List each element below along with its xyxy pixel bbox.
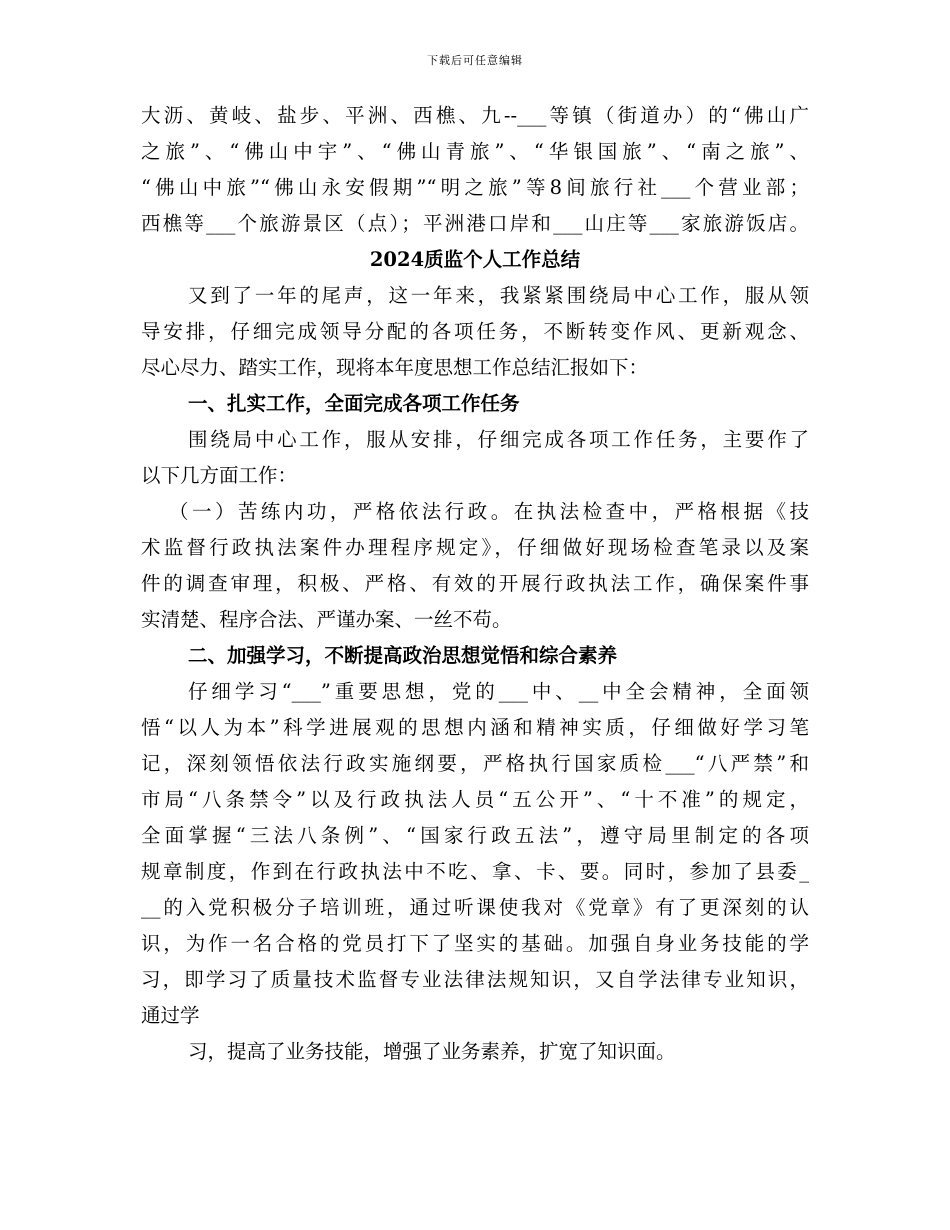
text-line: 市局“八条禁令”以及行政执法人员“五公开”、“十不准”的规定， xyxy=(141,788,809,811)
text-line: “佛山中旅”“佛山永安假期”“明之旅”等8间旅行社___个营业部； xyxy=(141,176,809,199)
text-line: 尽心尽力、踏实工作，现将本年度思想工作总结汇报如下： xyxy=(141,356,649,379)
text-line: 以下几方面工作： xyxy=(141,464,298,487)
text-line: 件的调查审理，积极、严格、有效的开展行政执法工作，确保案件事 xyxy=(141,572,809,595)
text-line: 通过学 xyxy=(141,1004,200,1027)
text-line: 规章制度，作到在行政执法中不吃、拿、卡、要。同时，参加了县委_ xyxy=(141,860,809,883)
text-line: 导安排，仔细完成领导分配的各项任务，不断转变作风、更新观念、 xyxy=(141,320,809,343)
text-line: __的入党积极分子培训班，通过听课使我对《党章》有了更深刻的认 xyxy=(141,896,809,919)
page-header: 下载后可任意编辑 xyxy=(427,54,523,67)
text-line: 之旅”、“佛山中宇”、“佛山青旅”、“华银国旅”、“南之旅”、 xyxy=(141,140,809,163)
text-line: 习，即学习了质量技术监督专业法律法规知识，又自学法律专业知识， xyxy=(141,968,809,991)
text-line: （一）苦练内功，严格依法行政。在执法检查中，严格根据《技 xyxy=(169,500,809,523)
section-heading: 二、加强学习，不断提高政治思想觉悟和综合素养 xyxy=(188,644,618,667)
text-line: 实清楚、程序合法、严谨办案、一丝不苟。 xyxy=(141,608,512,631)
text-line: 记，深刻领悟依法行政实施纲要，严格执行国家质检___“八严禁”和 xyxy=(141,752,809,775)
text-line: 仔细学习“___”重要思想，党的___中、__中全会精神，全面领 xyxy=(188,680,809,703)
text-line: 习，提高了业务技能，增强了业务素养，扩宽了知识面。 xyxy=(188,1040,676,1063)
text-line: 大沥、黄岐、盐步、平洲、西樵、九--___等镇（街道办）的“佛山广 xyxy=(141,104,809,127)
text-line: 西樵等___个旅游景区（点）；平洲港口岸和___山庄等___家旅游饭店。 xyxy=(141,212,809,235)
section-heading: 一、扎实工作，全面完成各项工作任务 xyxy=(188,392,520,415)
text-line: 全面掌握“三法八条例”、“国家行政五法”，遵守局里制定的各项 xyxy=(141,824,809,847)
text-line: 悟“以人为本”科学进展观的思想内涵和精神实质，仔细做好学习笔 xyxy=(141,716,809,739)
text-line: 围绕局中心工作，服从安排，仔细完成各项工作任务，主要作了 xyxy=(188,428,809,451)
document-title: 2024质监个人工作总结 xyxy=(369,248,581,271)
text-line: 识，为作一名合格的党员打下了坚实的基础。加强自身业务技能的学 xyxy=(141,932,809,955)
document-body xyxy=(141,98,809,1070)
text-line: 术监督行政执法案件办理程序规定》，仔细做好现场检查笔录以及案 xyxy=(141,536,809,559)
text-line: 又到了一年的尾声，这一年来，我紧紧围绕局中心工作，服从领 xyxy=(188,284,809,307)
